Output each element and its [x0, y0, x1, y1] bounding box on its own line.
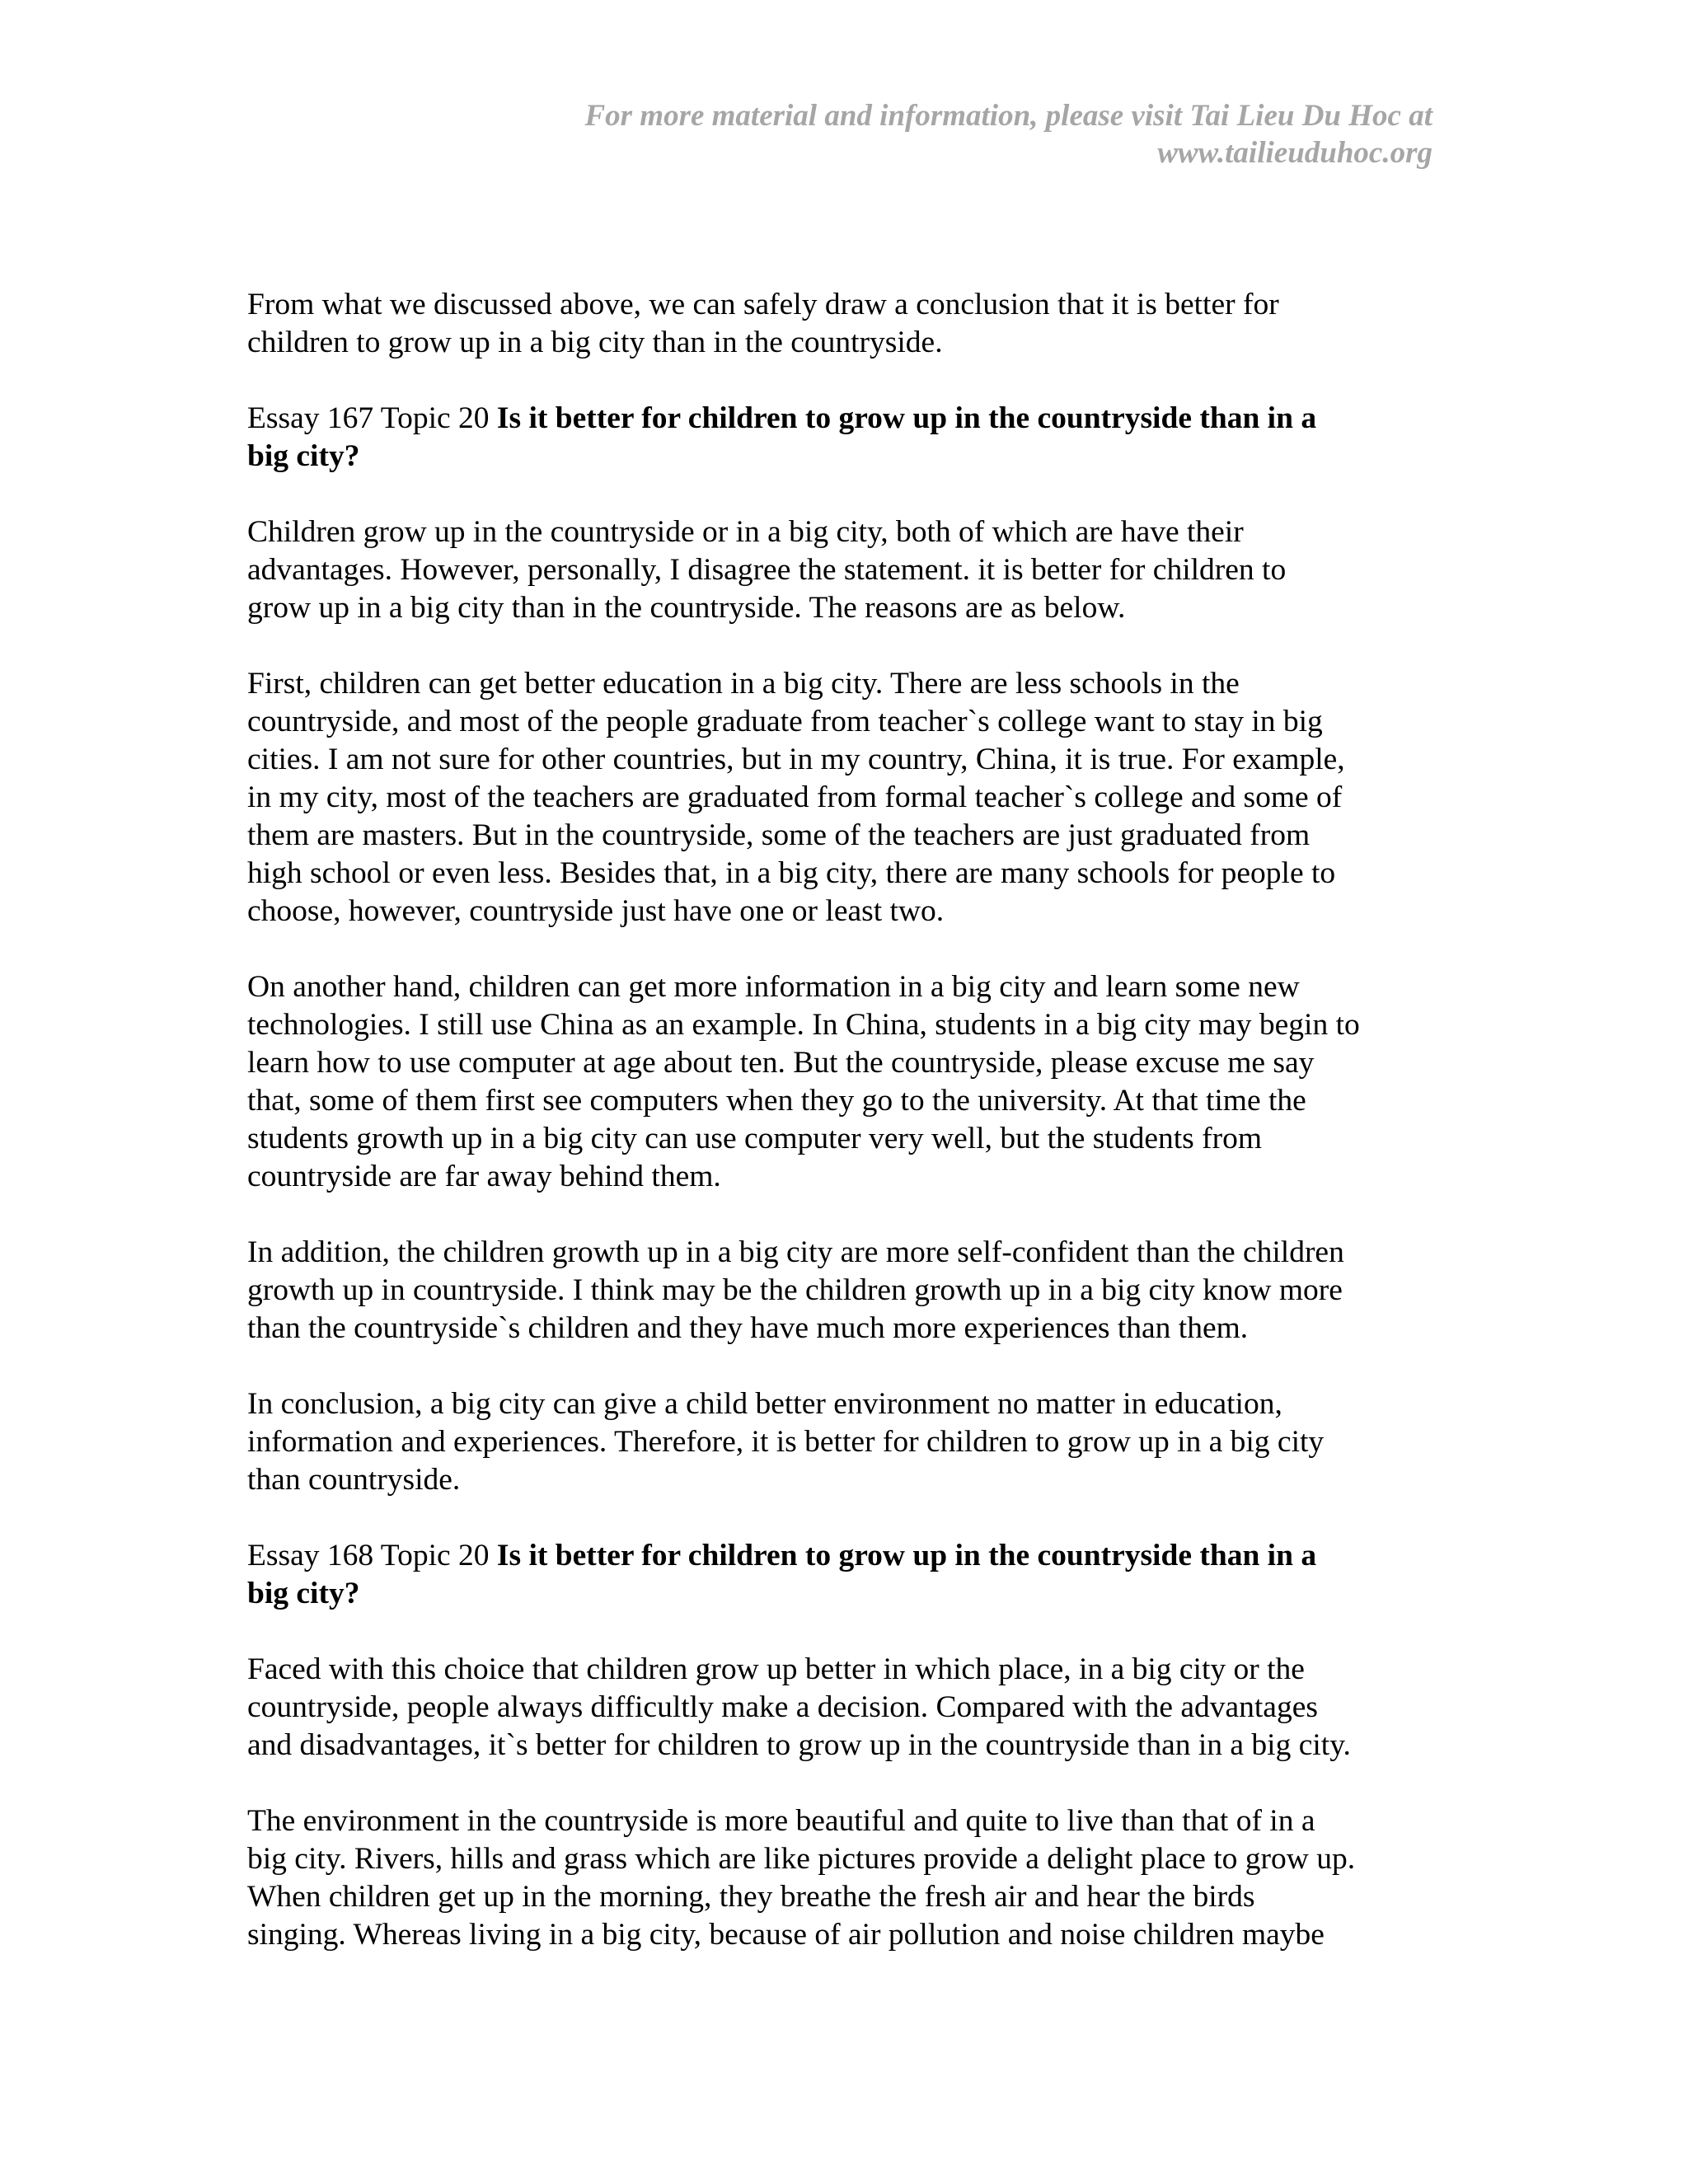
text-line: The environment in the countryside is more beautiful and quite to live than that of in a: [247, 1804, 1315, 1838]
text-line: than the countryside`s children and they have much more experiences than them.: [247, 1311, 1249, 1345]
text-line: From what we discussed above, we can safely draw a conclusion that it is better for: [247, 288, 1279, 321]
paragraph-information: [247, 968, 1451, 1196]
text-line: singing. Whereas living in a big city, because of air pollution and noise children maybe: [247, 1918, 1325, 1952]
paragraph-conclusion-167: [247, 1385, 1451, 1499]
text-line: countryside, people always difficultly make a decision. Compared with the advantages: [247, 1690, 1318, 1724]
text-line: In conclusion, a big city can give a child better environment no matter in education,: [247, 1387, 1282, 1421]
paragraph-education: [247, 665, 1451, 930]
text-line: countryside are far away behind them.: [247, 1160, 721, 1193]
text-line: countryside, and most of the people graduate from teacher`s college want to stay in big: [247, 705, 1323, 738]
essay-168-heading: [247, 1537, 1451, 1613]
paragraph-confidence: [247, 1234, 1451, 1347]
text-line: students growth up in a big city can use computer very well, but the students from: [247, 1122, 1262, 1155]
text-line: children to grow up in a big city than in the countryside.: [247, 326, 943, 359]
text-line: technologies. I still use China as an example. In China, students in a big city may begin to: [247, 1008, 1360, 1042]
text-line: Faced with this choice that children grow up better in which place, in a big city or the: [247, 1652, 1305, 1686]
essay-topic-title-continued: big city?: [247, 1577, 360, 1610]
paragraph-intro-167: [247, 513, 1451, 627]
essay-167-heading: [247, 400, 1451, 476]
paragraph-intro-168: [247, 1651, 1451, 1765]
text-line: than countryside.: [247, 1463, 461, 1497]
paragraph-conclusion-166: [247, 286, 1451, 362]
heading-line: [247, 400, 1451, 438]
text-line: in my city, most of the teachers are graduated from formal teacher`s college and some of: [247, 780, 1343, 814]
text-line: choose, however, countryside just have one or least two.: [247, 894, 945, 928]
text-line: advantages. However, personally, I disagree the statement. it is better for children to: [247, 553, 1287, 587]
text-line: learn how to use computer at age about ten. But the countryside, please excuse me say: [247, 1046, 1315, 1080]
text-line: Children grow up in the countryside or in a big city, both of which are have their: [247, 515, 1244, 549]
text-line: that, some of them first see computers when they go to the university. At that time the: [247, 1084, 1306, 1118]
essay-number: Essay 168 Topic 20: [247, 1539, 497, 1572]
header-line-1: For more material and information, please visit Tai Lieu Du Hoc at: [584, 99, 1432, 133]
text-line: When children get up in the morning, they breathe the fresh air and hear the birds: [247, 1880, 1255, 1914]
paragraph-environment: [247, 1802, 1451, 1954]
text-line: them are masters. But in the countryside, some of the teachers are just graduated from: [247, 818, 1311, 852]
header-url: www.tailieuduhoc.org: [1157, 136, 1432, 170]
text-line: On another hand, children can get more information in a big city and learn some new: [247, 970, 1300, 1004]
essay-topic-title-continued: big city?: [247, 439, 360, 473]
document-body: [247, 286, 1451, 1992]
text-line: First, children can get better education in a big city. There are less schools in the: [247, 667, 1240, 701]
essay-topic-title: Is it better for children to grow up in the countryside than in a: [496, 401, 1317, 435]
text-line: high school or even less. Besides that, in a big city, there are many schools for people to: [247, 856, 1336, 890]
text-line: In addition, the children growth up in a big city are more self-confident than the children: [247, 1235, 1344, 1269]
text-line: and disadvantages, it`s better for children to grow up in the countryside than in a big city.: [247, 1728, 1351, 1762]
text-line: grow up in a big city than in the countryside. The reasons are as below.: [247, 591, 1126, 625]
text-line: growth up in countryside. I think may be the children growth up in a big city know more: [247, 1273, 1343, 1307]
essay-number: Essay 167 Topic 20: [247, 401, 497, 435]
heading-line: [247, 1537, 1451, 1575]
page-header: [443, 97, 1432, 171]
essay-topic-title: Is it better for children to grow up in the countryside than in a: [496, 1539, 1317, 1572]
text-line: cities. I am not sure for other countries, but in my country, China, it is true. For example,: [247, 743, 1345, 776]
text-line: big city. Rivers, hills and grass which are like pictures provide a delight place to grow up.: [247, 1842, 1356, 1876]
text-line: information and experiences. Therefore, it is better for children to grow up in a big city: [247, 1425, 1325, 1459]
